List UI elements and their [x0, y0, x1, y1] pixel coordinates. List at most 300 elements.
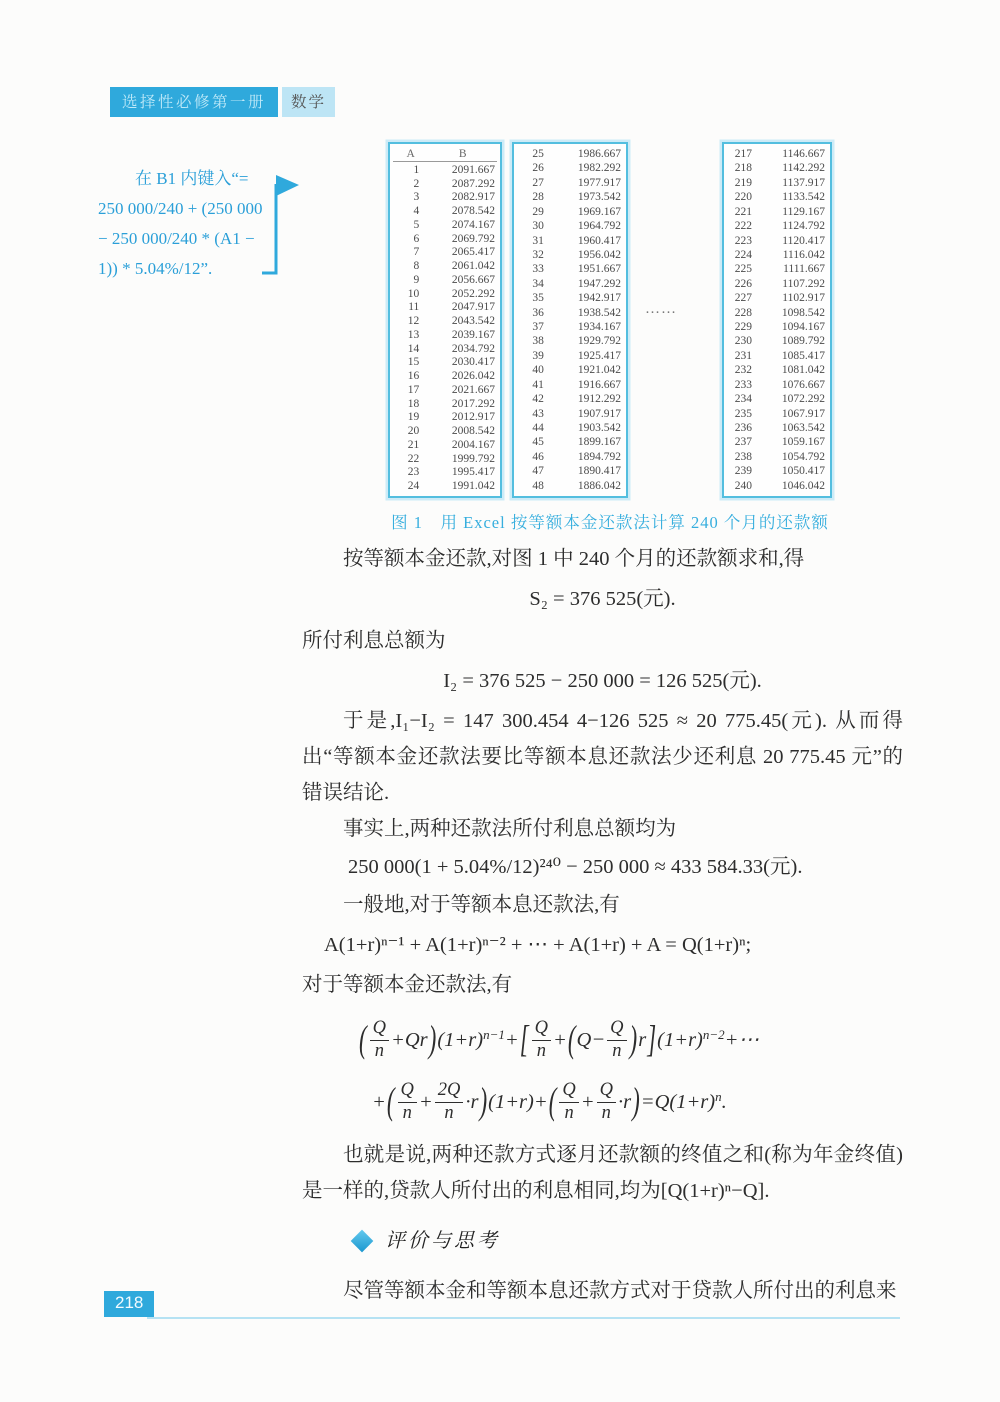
column-header-a: A [406, 148, 415, 160]
payment-value: 2056.667 [451, 273, 495, 286]
note-line: 250 000/240 + (250 000 [98, 199, 263, 218]
table-row [517, 307, 623, 319]
paragraph-fact: 事实上,两种还款法所付利息总额均为 [343, 818, 677, 840]
table-row [517, 148, 623, 160]
formula-superscript: n−1 [483, 1027, 505, 1042]
payment-value: 1969.167 [577, 205, 621, 218]
month-number: 217 [734, 148, 752, 160]
formula-delimiter: ( [386, 1080, 395, 1122]
fraction-numerator: Q [559, 1081, 578, 1103]
formula-delimiter: ) [629, 1018, 638, 1060]
month-number: 239 [734, 465, 752, 478]
table-row [517, 191, 623, 203]
table-row [727, 436, 827, 448]
table-row [393, 370, 497, 382]
payment-value: 1890.417 [577, 465, 621, 478]
formula-text: + [372, 1091, 386, 1113]
month-number: 236 [734, 422, 752, 435]
month-number: 15 [407, 356, 420, 369]
table-row [393, 260, 497, 272]
fraction-numerator: Q [607, 1019, 626, 1041]
table-row [393, 329, 497, 341]
month-number: 231 [734, 349, 752, 362]
table-row [517, 278, 623, 290]
month-number: 222 [734, 220, 752, 233]
table-row [517, 480, 623, 492]
table-row [393, 164, 497, 176]
table-row [727, 148, 827, 160]
month-number: 43 [532, 407, 544, 420]
formula-delimiter: ] [647, 1018, 657, 1060]
payment-value: 1934.167 [577, 321, 621, 334]
payment-value: 1894.792 [577, 450, 621, 463]
table-row [517, 436, 623, 448]
table-row [517, 364, 623, 376]
payment-value: 1916.667 [577, 378, 621, 391]
paragraph-conclusion: 也就是说,两种还款方式逐月还款额的终值之和(称为年金终值)是一样的,贷款人所付出的利息相同,均为[Q(1+r)ⁿ−Q]. [302, 1144, 903, 1202]
formula-text: + [553, 1029, 567, 1051]
section-title: 评价与思考 [385, 1230, 500, 1252]
table-row [393, 246, 497, 258]
payment-value: 1986.667 [577, 148, 621, 160]
formula-text: =Q(1+r) [640, 1091, 716, 1113]
table-row [393, 398, 497, 410]
table-row [517, 263, 623, 275]
month-number: 238 [734, 450, 752, 463]
payment-value: 1960.417 [577, 234, 621, 247]
note-line: 1)) * 5.04%/12”. [98, 259, 213, 278]
table-row [727, 480, 827, 492]
payment-value: 1925.417 [577, 349, 621, 362]
fraction-denominator: n [601, 1102, 611, 1123]
payment-value: 1921.042 [577, 364, 621, 377]
month-number: 38 [532, 335, 544, 348]
diamond-icon [351, 1230, 374, 1253]
month-number: 228 [734, 306, 752, 319]
fraction-numerator: Q [597, 1081, 616, 1103]
month-number: 21 [407, 438, 420, 451]
month-number: 40 [532, 364, 544, 377]
payment-value: 1054.792 [781, 450, 825, 463]
month-number: 9 [413, 273, 420, 286]
fraction-denominator: n [444, 1102, 454, 1123]
payment-value: 1956.042 [577, 248, 621, 261]
table-row [393, 453, 497, 465]
fraction-denominator: n [536, 1040, 546, 1061]
payment-value: 1942.917 [577, 292, 621, 305]
fraction-denominator: n [374, 1040, 384, 1061]
formula-superscript: n−2 [702, 1027, 725, 1042]
payment-value: 1886.042 [577, 479, 621, 492]
table-row [393, 178, 497, 190]
payment-value: 1050.417 [781, 465, 825, 478]
payment-value: 2017.292 [451, 397, 495, 410]
table-row [517, 220, 623, 232]
payment-value: 1094.167 [781, 321, 825, 334]
payment-value: 1938.542 [577, 306, 621, 319]
payment-value: 1046.042 [781, 479, 825, 492]
table-row [393, 219, 497, 231]
payment-value: 1995.417 [451, 466, 495, 479]
month-number: 22 [407, 452, 420, 465]
month-number: 12 [407, 315, 420, 327]
payment-value: 1129.167 [782, 205, 825, 218]
payment-value: 2021.667 [451, 383, 495, 396]
table-row [517, 465, 623, 477]
formula-fraction [398, 1081, 417, 1124]
table-row [517, 206, 623, 218]
formula-i2: I₂ = 376 525 − 250 000 = 126 525(元). [443, 670, 762, 692]
month-number: 35 [532, 292, 544, 305]
formula-fraction [370, 1019, 389, 1062]
section-header [354, 1223, 903, 1259]
table-row [517, 292, 623, 304]
formula-equal-principal-line2 [372, 1073, 903, 1131]
month-number: 23 [407, 466, 420, 479]
table-row [727, 364, 827, 376]
month-number: 225 [734, 263, 752, 276]
table-row [727, 451, 827, 463]
table-row [517, 249, 623, 261]
formula-text: +Qr [391, 1029, 428, 1051]
excel-table-months-217-240 [722, 142, 832, 498]
body-text [302, 541, 903, 1309]
payment-value: 1951.667 [577, 263, 621, 276]
table-row [393, 439, 497, 451]
payment-value: 1116.042 [782, 248, 825, 261]
payment-value: 2039.167 [451, 328, 495, 341]
payment-value: 1098.542 [781, 306, 825, 319]
table-row [727, 249, 827, 261]
table-row [727, 408, 827, 420]
payment-value: 2034.792 [451, 342, 495, 355]
formula-text: (1+r)+ [488, 1091, 548, 1113]
fraction-numerator: Q [398, 1081, 417, 1103]
payment-value: 1982.292 [577, 162, 621, 175]
table-row [393, 274, 497, 286]
payment-value: 2052.292 [451, 287, 495, 300]
formula-text: ·r [617, 1091, 632, 1113]
payment-value: 1903.542 [577, 422, 621, 435]
payment-value: 1059.167 [781, 436, 825, 449]
payment-value: 1102.917 [782, 292, 825, 305]
payment-value: 1907.917 [577, 407, 621, 420]
table-row [517, 422, 623, 434]
payment-value: 1107.292 [782, 277, 825, 290]
payment-value: 1076.667 [781, 378, 825, 391]
formula-equal-principal-line1 [358, 1011, 903, 1069]
table-row [727, 263, 827, 275]
month-number: 42 [532, 393, 544, 406]
payment-value: 1991.042 [451, 480, 495, 492]
formula-text: (1+r) [657, 1029, 703, 1051]
month-number: 230 [734, 335, 752, 348]
month-number: 229 [734, 321, 752, 334]
paragraph-interest-total: 所付利息总额为 [302, 630, 446, 652]
payment-value: 1999.792 [451, 452, 495, 465]
payment-value: 1063.542 [781, 422, 825, 435]
formula-text: . [721, 1091, 727, 1113]
month-number: 220 [734, 191, 752, 204]
month-number: 10 [407, 287, 420, 300]
table-row [727, 350, 827, 362]
formula-fraction [532, 1019, 551, 1062]
paragraph-sum-intro: 按等额本金还款,对图 1 中 240 个月的还款额求和,得 [343, 548, 805, 570]
month-number: 227 [734, 292, 752, 305]
table-row [727, 235, 827, 247]
month-number: 30 [532, 220, 544, 233]
table-row [727, 379, 827, 391]
table-row [727, 307, 827, 319]
table-row [517, 162, 623, 174]
formula-equal-installment: A(1+r)ⁿ⁻¹ + A(1+r)ⁿ⁻² + ⋯ + A(1+r) + A = Q(1+r)ⁿ; [324, 934, 752, 956]
formula-delimiter: ) [632, 1080, 640, 1122]
month-number: 39 [532, 349, 544, 362]
month-number: 8 [413, 260, 420, 272]
month-number: 6 [413, 232, 420, 245]
formula-delimiter: ) [428, 1018, 437, 1060]
table-row [517, 408, 623, 420]
table-row [517, 235, 623, 247]
month-number: 31 [532, 234, 544, 247]
month-number: 218 [734, 162, 752, 175]
payment-value: 2012.917 [451, 411, 495, 424]
excel-column-headers [393, 148, 497, 162]
payment-value: 2082.917 [451, 191, 495, 204]
table-row [393, 425, 497, 437]
month-number: 223 [734, 234, 752, 247]
month-number: 17 [407, 383, 420, 396]
month-number: 240 [734, 479, 752, 492]
figure-caption: 图 1 用 Excel 按等额本金还款法计算 240 个月的还款额 [391, 513, 829, 532]
formula-text: (1+r) [437, 1029, 484, 1051]
formula-delimiter: ) [479, 1080, 488, 1122]
month-number: 18 [407, 397, 420, 410]
table-row [393, 315, 497, 327]
table-row [727, 292, 827, 304]
table-row [727, 162, 827, 174]
table-row [517, 350, 623, 362]
payment-value: 2065.417 [451, 246, 495, 259]
month-number: 2 [413, 177, 420, 190]
payment-value: 2069.792 [451, 232, 495, 245]
month-number: 26 [532, 162, 544, 175]
table-row [393, 480, 497, 492]
payment-value: 2078.542 [451, 205, 495, 217]
month-number: 221 [734, 205, 752, 218]
payment-value: 1081.042 [781, 364, 825, 377]
payment-value: 2091.667 [451, 163, 495, 176]
table-row [393, 343, 497, 355]
table-row [727, 321, 827, 333]
payment-value: 1142.292 [782, 162, 825, 175]
fraction-numerator: 2Q [435, 1081, 464, 1103]
payment-value: 1120.417 [782, 234, 825, 247]
table-row [727, 278, 827, 290]
fraction-numerator: Q [370, 1019, 389, 1041]
table-row [393, 191, 497, 203]
month-number: 5 [413, 218, 420, 231]
note-line: − 250 000/240 * (A1 − [98, 229, 255, 248]
table-row [393, 356, 497, 368]
month-number: 45 [532, 436, 544, 449]
formula-delimiter: ( [548, 1080, 557, 1122]
payment-value: 1111.667 [783, 263, 825, 276]
month-number: 46 [532, 450, 544, 463]
payment-value: 2008.542 [451, 425, 495, 437]
month-number: 47 [532, 465, 544, 478]
table-row [727, 465, 827, 477]
payment-value: 2087.292 [451, 177, 495, 190]
month-number: 234 [734, 393, 752, 406]
payment-value: 1899.167 [577, 436, 621, 449]
formula-superscript: n [715, 1089, 722, 1104]
formula-text: + [580, 1091, 595, 1113]
month-number: 29 [532, 205, 544, 218]
month-number: 232 [734, 364, 752, 377]
month-number: 34 [532, 277, 544, 290]
payment-value: 1072.292 [781, 393, 825, 406]
formula-delimiter: ( [359, 1018, 367, 1060]
table-row [393, 288, 497, 300]
month-number: 37 [532, 321, 544, 334]
month-number: 48 [532, 479, 544, 492]
table-row [727, 177, 827, 189]
table-row [393, 233, 497, 245]
table-row [727, 422, 827, 434]
ellipsis: …… [645, 301, 677, 317]
payment-value: 1133.542 [782, 191, 825, 204]
payment-value: 1973.542 [577, 191, 621, 204]
table-row [393, 384, 497, 396]
table-row [517, 321, 623, 333]
formula-fraction [435, 1081, 464, 1124]
payment-value: 2043.542 [451, 315, 495, 327]
formula-total-interest: 250 000(1 + 5.04%/12)²⁴⁰ − 250 000 ≈ 433 584.33(元). [348, 856, 803, 878]
payment-value: 1137.917 [782, 176, 825, 189]
month-number: 219 [734, 176, 752, 189]
page-header [110, 87, 335, 117]
payment-value: 1912.292 [577, 393, 621, 406]
month-number: 11 [408, 301, 420, 314]
payment-value: 1089.792 [781, 335, 825, 348]
month-number: 13 [407, 328, 420, 341]
month-number: 36 [532, 306, 544, 319]
table-row [727, 191, 827, 203]
formula-delimiter: ( [567, 1018, 576, 1060]
formula-fraction [559, 1081, 578, 1124]
footer-divider [147, 1317, 900, 1319]
payment-value: 2074.167 [451, 218, 495, 231]
formula-text: +⋯ [724, 1029, 759, 1051]
month-number: 233 [734, 378, 752, 391]
payment-value: 2004.167 [451, 438, 495, 451]
payment-value: 2047.917 [451, 301, 495, 314]
formula-text: ·r [465, 1091, 479, 1113]
payment-value: 1085.417 [781, 349, 825, 362]
page-number-badge: 218 [104, 1291, 154, 1317]
month-number: 20 [407, 425, 420, 437]
formula-delimiter: [ [519, 1018, 529, 1060]
formula-text: r [638, 1029, 647, 1051]
payment-value: 1146.667 [782, 148, 825, 160]
callout-flag-icon [260, 170, 302, 280]
formula-fraction [607, 1019, 626, 1062]
fraction-denominator: n [564, 1102, 574, 1123]
fraction-denominator: n [402, 1102, 412, 1123]
note-line: 在 B1 内键入“= [135, 169, 249, 188]
payment-value: 1124.792 [782, 220, 825, 233]
series-badge: 选择性必修第一册 [110, 87, 278, 117]
table-row [727, 335, 827, 347]
paragraph-wrong-conclusion: 于是,I₁−I₂ = 147 300.454 4−126 525 ≈ 20 775.45(元). 从而得出“等额本金还款法要比等额本息还款法少还利息 20 775.45 元”的错误结论. [302, 710, 903, 804]
month-number: 4 [413, 205, 420, 217]
formula-text: + [504, 1029, 519, 1051]
table-row [727, 220, 827, 232]
formula-text: + [418, 1091, 433, 1113]
table-row [393, 301, 497, 313]
payment-value: 1964.792 [577, 220, 621, 233]
paragraph-evaluation: 尽管等额本金和等额本息还款方式对于贷款人所付出的利息来 [343, 1280, 897, 1302]
month-number: 1 [413, 163, 420, 176]
month-number: 237 [734, 436, 752, 449]
fraction-denominator: n [612, 1040, 622, 1061]
column-header-b: B [458, 148, 467, 160]
month-number: 7 [413, 246, 420, 259]
excel-table-months-1-24 [388, 142, 502, 498]
formula-text: Q− [576, 1029, 606, 1051]
fraction-numerator: Q [532, 1019, 551, 1041]
table-row [393, 411, 497, 423]
payment-value: 2026.042 [451, 370, 495, 382]
month-number: 28 [532, 191, 544, 204]
excel-table-months-25-48 [512, 142, 628, 498]
table-row [727, 393, 827, 405]
month-number: 224 [734, 248, 752, 261]
table-row [393, 466, 497, 478]
table-row [393, 205, 497, 217]
month-number: 226 [734, 277, 752, 290]
month-number: 24 [407, 480, 420, 492]
month-number: 19 [407, 411, 420, 424]
formula-fraction [597, 1081, 616, 1124]
subject-badge: 数学 [282, 87, 335, 117]
paragraph-general-case: 一般地,对于等额本息还款法,有 [343, 894, 620, 916]
table-row [517, 379, 623, 391]
table-row [727, 206, 827, 218]
payment-value: 1947.292 [577, 277, 621, 290]
formula-s2: S₂ = 376 525(元). [529, 588, 676, 610]
month-number: 32 [532, 248, 544, 261]
table-row [517, 393, 623, 405]
payment-value: 2030.417 [451, 356, 495, 369]
month-number: 41 [532, 378, 544, 391]
paragraph-equal-principal-intro: 对于等额本金还款法,有 [302, 974, 513, 996]
payment-value: 1067.917 [781, 407, 825, 420]
payment-value: 1929.792 [577, 335, 621, 348]
table-row [517, 335, 623, 347]
table-row [517, 177, 623, 189]
month-number: 235 [734, 407, 752, 420]
month-number: 3 [413, 191, 420, 204]
payment-value: 2061.042 [451, 260, 495, 272]
month-number: 27 [532, 176, 544, 189]
month-number: 16 [407, 370, 420, 382]
month-number: 25 [532, 148, 544, 160]
month-number: 44 [532, 422, 544, 435]
month-number: 33 [532, 263, 544, 276]
table-row [517, 451, 623, 463]
